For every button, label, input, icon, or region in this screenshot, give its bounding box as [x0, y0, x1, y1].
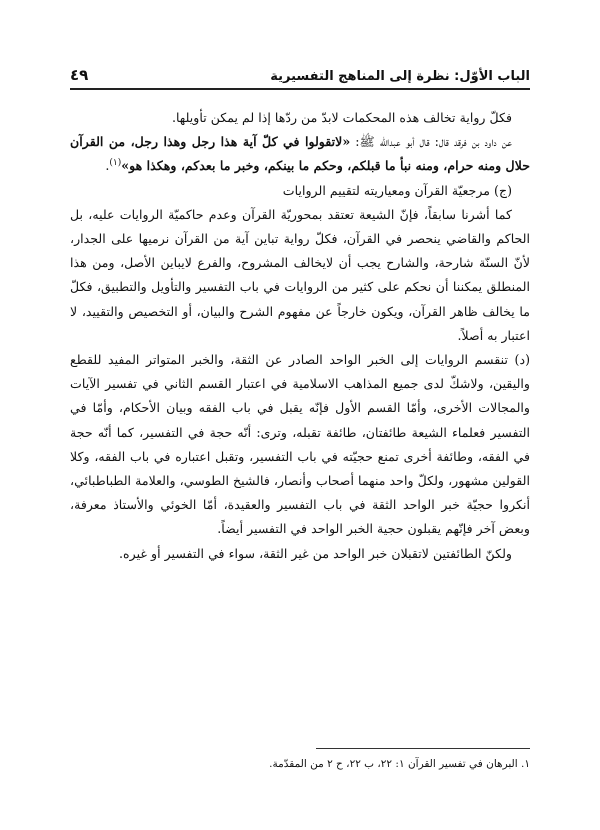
header-rule — [70, 88, 530, 90]
page-number: ٤٩ — [70, 66, 89, 84]
paragraph-3: كما أشرنا سابقاً، فإنّ الشيعة تعتقد بمحوريّة القرآن وعدم حاكميّة الروايات عليه، بل الحاكم والقاضي ينحصر في القرآن، فكلّ رواية تباين آية من القرآن نرميها على الجدار، لأنّ السنّة شارحة، والشارح يجب أن لايخالف المشروح، والفرع لايباين الأصل، ومن هذا المنطلق يمكننا أن نحكم على كثير من الروايات في باب التفسير والتأويل والتطبيق، فكلّ ما يخالف ظاهر القرآن، ويكون خارجاً عن مفهوم الشرح والبيان، أو التخصيص والتقييد، لا اعتبار به أصلاً. — [70, 206, 530, 343]
running-header — [70, 58, 530, 84]
section-heading-c: (ج) مرجعيّة القرآن ومعياريته لتقييم الروايات — [282, 182, 512, 198]
hadith-quote: «لاتقولوا في كلّ آية هذا رجل وهذا رجل، من القرآن حلال ومنه حرام، ومنه نبأ ما قبلكم، وحكم ما بينكم، وخبر ما بعدكم، وهكذا هو» — [70, 134, 530, 174]
paragraph-4: (د) تنقسم الروايات إلى الخبر الواحد الصادر عن الثقة، والخبر المتواتر المفيد للقطع واليقين، ولاشكّ لدى جميع المذاهب الاسلامية في اعتبار القسم الثاني في تفسير الآيات والمجالات الأخرى، وأمّا القسم الأول فإنّه يقبل في باب الفقه وبيان الأحكام، وأمّا في التفسير فعلماء الشيعة طائفتان، طائفة تقبله، وترى: أنّه حجة في التفسير، كما أنّه حجة في الفقه، وطائفة أخرى تمنع حجيّته في باب التفسير، وتقبل اعتباره في باب الفقه، وكلا القولين مشهور، ولكلّ واحد منهما أصحاب وأنصار، فالشيخ الطوسي، والعلامة الطباطبائي، أنكروا حجيّة خبر الواحد الثقة في باب التفسير والعقيدة، أمّا الخوئي والأستاذ معرفة، وبعض آخر فإنّهم يقبلون حجية الخبر الواحد في التفسير أيضاً. — [70, 352, 530, 537]
paragraph-2-end: . — [105, 158, 110, 174]
body-text — [70, 106, 530, 566]
paragraph-5: ولكنّ الطائفتين لاتقبلان خبر الواحد من غير الثقة، سواء في التفسير أو غيره. — [119, 545, 512, 561]
paragraph-2 — [70, 130, 530, 178]
paragraph-2-intro: عن داود بن فرقد قال: قال أبو عبدالله ﷺ: — [350, 134, 512, 150]
paragraph-1: فكلّ رواية تخالف هذه المحكمات لابدّ من ردّها إذا لم يمكن تأويلها. — [171, 110, 512, 125]
footnote: ١. البرهان في تفسير القرآن ١: ٢٢، ب ٢٢، ح ٢ من المقدّمة. — [269, 758, 530, 770]
chapter-title: الباب الأوّل: نظرة إلى المناهج التفسيرية — [270, 69, 530, 84]
footnote-reference[interactable]: (١) — [109, 158, 122, 169]
footnote-rule — [316, 748, 530, 749]
